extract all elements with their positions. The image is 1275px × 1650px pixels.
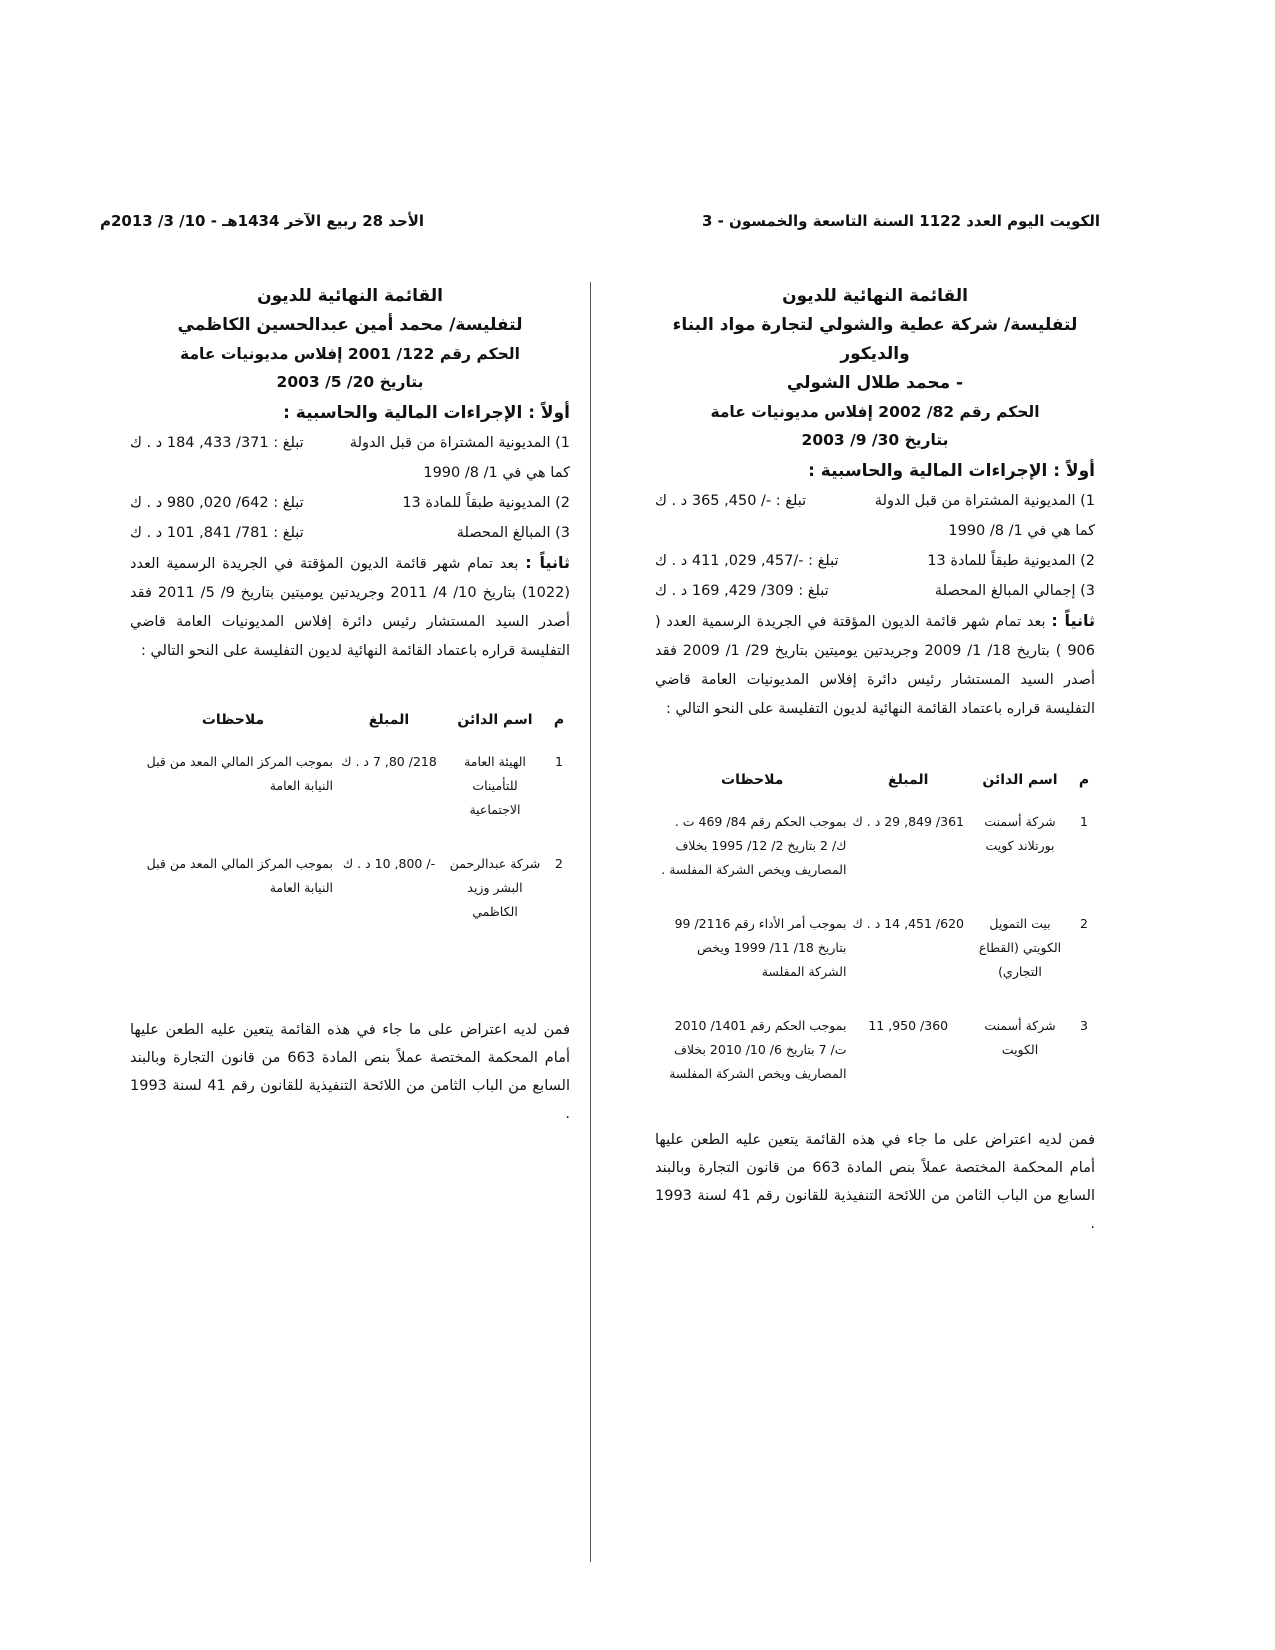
row-number: 2 — [1080, 916, 1088, 931]
creditor-notes: بموجب أمر الأداء رقم 2116/ 99 بتاريخ 18/ 11/ 1999 ويخص الشركة المفلسة — [674, 916, 847, 979]
judgment-number: الحكم رقم 82/ 2002 إفلاس مديونيات عامة — [710, 403, 1040, 421]
objection-notice: فمن لديه اعتراض على ما جاء في هذه القائمة يتعين عليه الطعن عليها أمام المحكمة المختصة عملاً بنص المادة 663 من قانون التجارة وبالبند السابع من الباب الثامن من اللائحة التنفيذية للقانون رقم 41 لسنة 1993 . — [655, 1132, 1096, 1232]
creditors-table — [655, 764, 1095, 1108]
section-two-text: بعد تمام شهر قائمة الديون المؤقتة في الجريدة الرسمية العدد (1022) بتاريخ 10/ 4/ 2011 وجريدتين يوميتين بتاريخ 9/ 5/ 2011 فقد أصدر السيد المستشار رئيس دائرة إفلاس المديونيات العامة قاضي التفليسة قراره باعتماد القائمة النهائية لديون التفليسة على النحو التالي : — [130, 556, 570, 659]
judgment-date: بتاريخ 30/ 9/ 2003 — [801, 431, 949, 449]
financial-item-label: 3) إجمالي المبالغ المحصلة — [934, 583, 1095, 599]
table-row — [130, 844, 570, 946]
judgment-number: الحكم رقم 122/ 2001 إفلاس مديونيات عامة — [180, 345, 520, 363]
financial-item-amount: تبلغ : 371/ 433, 184 د . ك — [130, 435, 304, 451]
creditor-amount: 620/ 451, 14 د . ك — [852, 916, 964, 931]
col-header-notes: ملاحظات — [201, 712, 265, 728]
table-row — [655, 802, 1095, 904]
col-header-amount: المبلغ — [888, 772, 929, 788]
col-header-number: م — [1078, 772, 1090, 788]
creditor-amount: 360/ 950, 11 — [868, 1018, 949, 1033]
judgment-date: بتاريخ 20/ 5/ 2003 — [276, 373, 424, 391]
section-two-text: بعد تمام شهر قائمة الديون المؤقتة في الجريدة الرسمية العدد ( 906 ) بتاريخ 18/ 1/ 2009 وجريدتين يوميتين بتاريخ 29/ 1/ 2009 فقد أصدر السيد المستشار رئيس دائرة إفلاس المديونيات العامة قاضي التفليسة قراره باعتماد القائمة النهائية لديون التفليسة على النحو التالي : — [655, 614, 1096, 717]
financial-item-label: 1) المديونية المشتراة من قبل الدولة — [349, 435, 570, 451]
financial-item-3 — [655, 576, 1095, 606]
col-header-number: م — [553, 712, 565, 728]
creditor-notes: بموجب الحكم رقم 84/ 469 ت . ك/ 2 بتاريخ 2/ 12/ 1995 بخلاف المصاريف ويخص الشركة المفلسة . — [661, 814, 847, 877]
column-divider — [590, 282, 591, 1562]
bankruptcy-notice-column-a — [655, 282, 1095, 1238]
creditor-notes: بموجب المركز المالي المعد من قبل النيابة العامة — [146, 754, 333, 793]
col-header-notes: ملاحظات — [721, 772, 784, 788]
section-two-heading: ثانياً : — [525, 553, 571, 572]
financial-item-1 — [655, 486, 1095, 516]
financial-item-label: 3) المبالغ المحصلة — [456, 525, 570, 541]
section-two-paragraph — [130, 548, 570, 666]
table-row — [130, 742, 570, 844]
table-row — [655, 1006, 1095, 1108]
notice-title: القائمة النهائية للديون — [257, 286, 443, 306]
page-header-right: الكويت اليوم العدد 1122 السنة التاسعة والخمسون - 3 — [701, 212, 1100, 230]
bankruptcy-name-line-1: لتفليسة/ محمد أمين عبدالحسين الكاظمي — [177, 315, 523, 335]
financial-item-label: 2) المديونية طبقاً للمادة 13 — [927, 553, 1095, 569]
page-header-left: الأحد 28 ربيع الآخر 1434هـ - 10/ 3/ 2013م — [100, 212, 425, 230]
financial-item-2 — [655, 546, 1095, 576]
row-number: 2 — [555, 856, 563, 871]
notice-title: القائمة النهائية للديون — [782, 286, 968, 306]
section-two-paragraph — [655, 606, 1095, 724]
creditor-name: شركة عبدالرحمن البشر وزيد الكاظمي — [449, 856, 541, 919]
bankruptcy-name-line-1: لتفليسة/ شركة عطية والشولي لتجارة مواد البناء والديكور — [672, 315, 1078, 364]
financial-item-label: 1) المديونية المشتراة من قبل الدولة — [874, 493, 1095, 509]
creditor-amount: 218/ 80, 7 د . ك — [341, 754, 437, 769]
financial-item-amount: تبلغ : -/457, 029, 411 د . ك — [655, 553, 839, 569]
financial-item-amount: تبلغ : 781/ 841, 101 د . ك — [130, 525, 304, 541]
row-number: 1 — [1080, 814, 1088, 829]
creditor-amount: 361/ 849, 29 د . ك — [852, 814, 964, 829]
creditor-name: بيت التمويل الكويتي (القطاع التجاري) — [978, 916, 1062, 979]
bankruptcy-notice-column-b — [130, 282, 570, 1128]
creditor-name: شركة أسمنت بورتلاند كويت — [984, 814, 1056, 853]
creditors-table — [130, 704, 570, 946]
row-number: 3 — [1080, 1018, 1088, 1033]
col-header-creditor: اسم الدائن — [982, 772, 1058, 788]
col-header-amount: المبلغ — [368, 712, 410, 728]
financial-item-amount: تبلغ : -/ 450, 365 د . ك — [655, 493, 807, 509]
objection-notice: فمن لديه اعتراض على ما جاء في هذه القائمة يتعين عليه الطعن عليها أمام المحكمة المختصة عملاً بنص المادة 663 من قانون التجارة وبالبند السابع من الباب الثامن من اللائحة التنفيذية للقانون رقم 41 لسنة 1993 . — [130, 1022, 571, 1122]
financial-item-amount: تبلغ : 642/ 020, 980 د . ك — [130, 495, 304, 511]
date-note: كما هي في 1/ 8/ 1990 — [423, 465, 570, 481]
section-one-heading: أولاً : الإجراءات المالية والحاسبية : — [283, 403, 570, 423]
creditor-name: شركة أسمنت الكويت — [984, 1018, 1056, 1057]
financial-item-1 — [130, 428, 570, 458]
section-two-heading: ثانياً : — [1051, 611, 1096, 630]
creditor-notes: بموجب الحكم رقم 1401/ 2010 ت/ 7 بتاريخ 6/ 10/ 2010 بخلاف المصاريف ويخص الشركة المفلسة — [669, 1018, 847, 1081]
financial-item-2 — [130, 488, 570, 518]
table-row — [655, 904, 1095, 1006]
financial-item-3 — [130, 518, 570, 548]
financial-item-amount: تبلغ : 309/ 429, 169 د . ك — [655, 583, 829, 599]
creditor-amount: -/ 800, 10 د . ك — [342, 856, 436, 871]
financial-item-label: 2) المديونية طبقاً للمادة 13 — [402, 495, 570, 511]
col-header-creditor: اسم الدائن — [457, 712, 533, 728]
creditor-notes: بموجب المركز المالي المعد من قبل النيابة العامة — [146, 856, 333, 895]
date-note: كما هي في 1/ 8/ 1990 — [948, 523, 1095, 539]
creditor-name: الهيئة العامة للتأمينات الاجتماعية — [464, 754, 526, 817]
bankruptcy-name-line-2: - محمد طلال الشولي — [786, 373, 964, 393]
row-number: 1 — [555, 754, 563, 769]
section-one-heading: أولاً : الإجراءات المالية والحاسبية : — [808, 461, 1095, 481]
